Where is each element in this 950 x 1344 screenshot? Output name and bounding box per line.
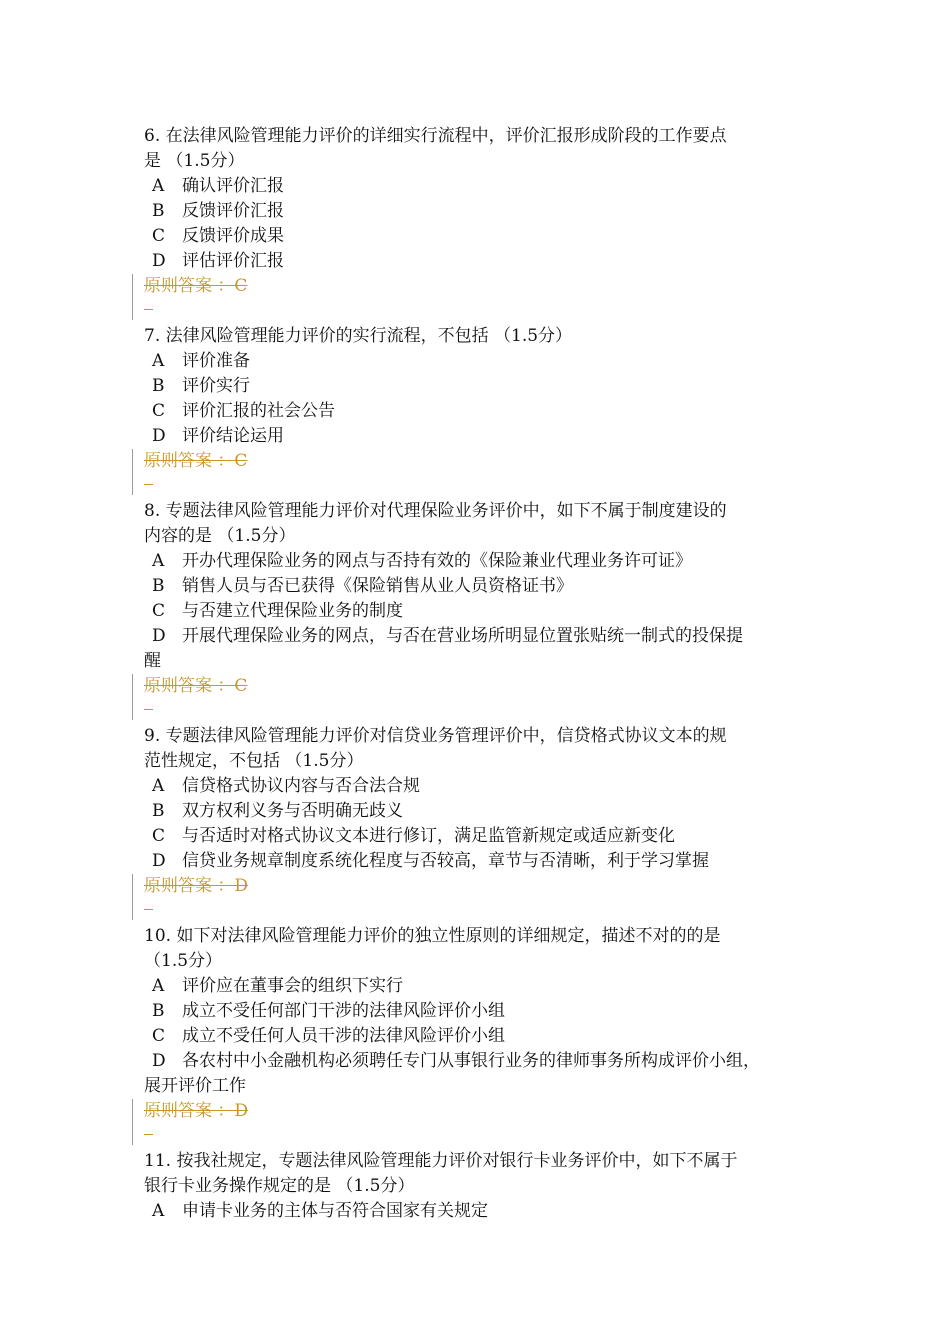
question-text: 银行卡业务操作规定的是 （1.5分） (144, 1176, 415, 1196)
revision-mark (144, 899, 824, 924)
option-letter: D (152, 426, 166, 446)
option-text: 开办代理保险业务的网点与否持有效的《保险兼业代理业务许可证》 (182, 551, 692, 571)
question-text: 范性规定，不包括 （1.5分） (144, 751, 364, 771)
question-8 (144, 499, 824, 724)
option-letter: A (152, 351, 165, 371)
question-6 (144, 124, 824, 324)
option-continuation: 醒 (144, 651, 161, 671)
option-b (144, 799, 824, 824)
option-letter: A (152, 776, 165, 796)
option-text: 各农村中小金融机构必须聘任专门从事银行业务的律师事务所构成评价小组， (182, 1051, 760, 1071)
option-text: 销售人员与否已获得《保险销售从业人员资格证书》 (182, 576, 573, 596)
answer-text: 原则答案 ：D (144, 1101, 249, 1121)
option-b (144, 999, 824, 1024)
option-d (144, 1049, 824, 1074)
option-text: 评价准备 (182, 351, 250, 371)
option-a (144, 349, 824, 374)
revision-mark (144, 1124, 824, 1149)
option-a (144, 974, 824, 999)
option-letter: C (152, 1026, 166, 1046)
revision-mark (144, 299, 824, 324)
answer-text: 原则答案 ：D (144, 876, 249, 896)
option-letter: D (152, 851, 166, 871)
question-text: 8. 专题法律风险管理能力评价对代理保险业务评价中，如下不属于制度建设的 (144, 501, 727, 521)
option-text: 双方权利义务与否明确无歧义 (182, 801, 403, 821)
question-text: 6. 在法律风险管理能力评价的详细实行流程中，评价汇报形成阶段的工作要点 (144, 126, 727, 146)
revision-bar (132, 674, 133, 720)
option-text: 反馈评价成果 (182, 226, 284, 246)
option-text: 成立不受任何部门干涉的法律风险评价小组 (182, 1001, 505, 1021)
option-b (144, 374, 824, 399)
revision-mark (144, 699, 824, 724)
standard-answer (144, 1099, 824, 1124)
option-d (144, 849, 824, 874)
option-letter: A (152, 551, 165, 571)
option-letter: B (152, 576, 165, 596)
option-b (144, 199, 824, 224)
option-text: 评价应在董事会的组织下实行 (182, 976, 403, 996)
question-11 (144, 1149, 824, 1224)
option-text: 评估评价汇报 (182, 251, 284, 271)
option-letter: B (152, 376, 165, 396)
question-text: 11. 按我社规定，专题法律风险管理能力评价对银行卡业务评价中，如下不属于 (144, 1151, 738, 1171)
option-d (144, 424, 824, 449)
revision-mark (144, 474, 824, 499)
question-7 (144, 324, 824, 499)
option-text: 评价实行 (182, 376, 250, 396)
option-a (144, 174, 824, 199)
answer-text: 原则答案 ：C (144, 276, 248, 296)
option-text: 与否建立代理保险业务的制度 (182, 601, 403, 621)
standard-answer (144, 874, 824, 899)
option-a (144, 549, 824, 574)
option-a (144, 774, 824, 799)
option-letter: D (152, 251, 166, 271)
revision-bar (132, 274, 133, 320)
option-b (144, 574, 824, 599)
option-text: 成立不受任何人员干涉的法律风险评价小组 (182, 1026, 505, 1046)
question-9 (144, 724, 824, 924)
option-letter: A (152, 976, 165, 996)
option-text: 申请卡业务的主体与否符合国家有关规定 (182, 1201, 488, 1221)
answer-text: 原则答案 ：C (144, 676, 248, 696)
answer-text: 原则答案 ：C (144, 451, 248, 471)
standard-answer (144, 274, 824, 299)
option-text: 确认评价汇报 (182, 176, 284, 196)
option-text: 开展代理保险业务的网点，与否在营业场所明显位置张贴统一制式的投保提 (182, 626, 743, 646)
option-letter: C (152, 601, 166, 621)
revision-bar (132, 1099, 133, 1145)
question-text: 7. 法律风险管理能力评价的实行流程，不包括 （1.5分） (144, 326, 573, 346)
option-letter: B (152, 1001, 165, 1021)
option-c (144, 1024, 824, 1049)
option-a (144, 1199, 824, 1224)
question-text: （1.5分） (144, 951, 223, 971)
option-letter: C (152, 226, 166, 246)
option-text: 信贷业务规章制度系统化程度与否较高，章节与否清晰，利于学习掌握 (182, 851, 709, 871)
option-text: 反馈评价汇报 (182, 201, 284, 221)
question-10 (144, 924, 824, 1149)
option-c (144, 399, 824, 424)
option-letter: B (152, 801, 165, 821)
revision-bar (132, 874, 133, 920)
option-d (144, 249, 824, 274)
option-text: 评价结论运用 (182, 426, 284, 446)
option-letter: C (152, 401, 166, 421)
option-continuation: 展开评价工作 (144, 1076, 246, 1096)
question-text: 10. 如下对法律风险管理能力评价的独立性原则的详细规定，描述不对的的是 (144, 926, 721, 946)
option-text: 评价汇报的社会公告 (182, 401, 335, 421)
option-letter: C (152, 826, 166, 846)
revision-bar (132, 449, 133, 495)
question-text: 9. 专题法律风险管理能力评价对信贷业务管理评价中，信贷格式协议文本的规 (144, 726, 727, 746)
option-letter: A (152, 1201, 165, 1221)
question-text: 内容的是 （1.5分） (144, 526, 296, 546)
option-d (144, 624, 824, 649)
question-list (144, 124, 824, 1224)
option-c (144, 824, 824, 849)
standard-answer (144, 674, 824, 699)
option-letter: B (152, 201, 165, 221)
option-letter: A (152, 176, 165, 196)
option-letter: D (152, 626, 166, 646)
standard-answer (144, 449, 824, 474)
option-c (144, 599, 824, 624)
option-text: 信贷格式协议内容与否合法合规 (182, 776, 420, 796)
option-letter: D (152, 1051, 166, 1071)
option-c (144, 224, 824, 249)
question-text: 是 （1.5分） (144, 151, 245, 171)
option-text: 与否适时对格式协议文本进行修订，满足监管新规定或适应新变化 (182, 826, 675, 846)
